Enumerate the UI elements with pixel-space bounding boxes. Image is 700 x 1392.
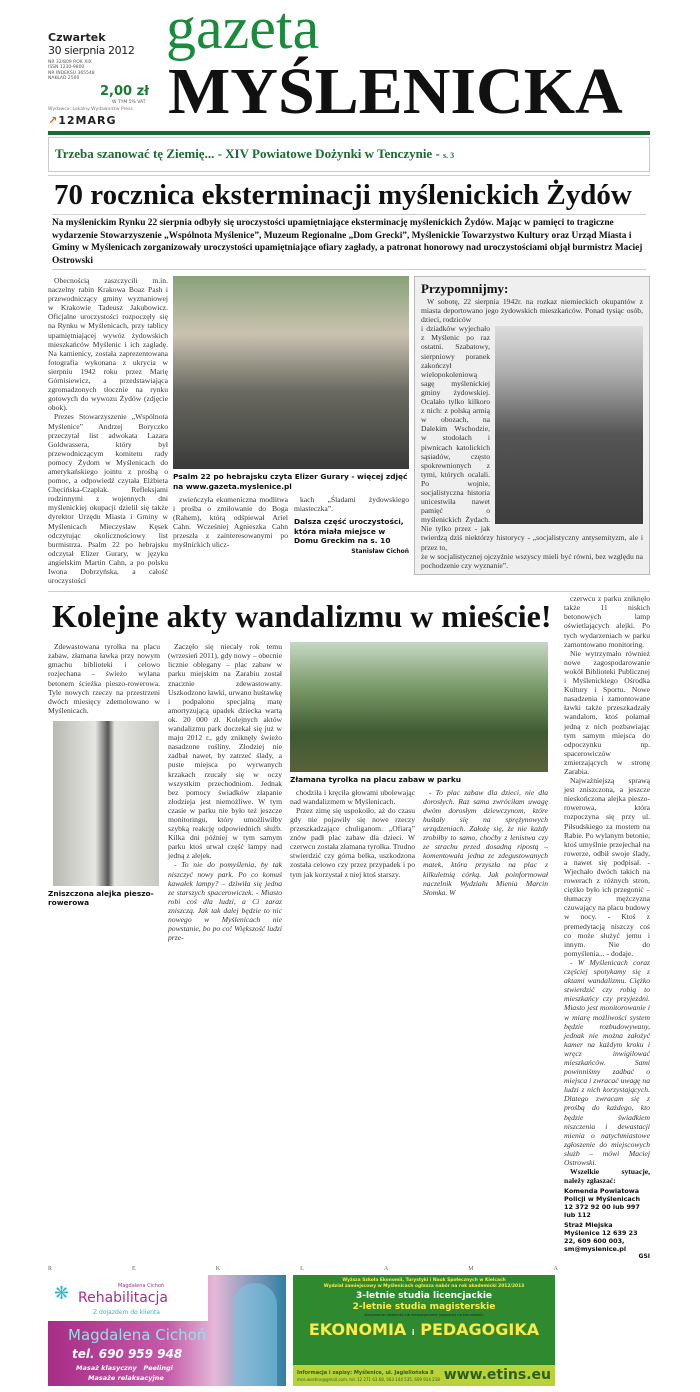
paragraph: W sobotę, 22 sierpnia 1942r. na rozkaz niemieckich okupantów z miasta deportowano jego żydowskich mieszkańców. Ponad tysiąc osób, dzieci, rodziców xyxy=(421,297,643,325)
photo-column xyxy=(290,642,548,897)
label-letter: A xyxy=(383,1266,389,1273)
ad-contact: mce.wsetins@gmail.com, tel. 12 271 63 68, 663 144 535, 609 914 218 xyxy=(297,1376,440,1382)
photo-column-text xyxy=(173,495,409,556)
label-letter: M xyxy=(468,1266,474,1273)
article-lead: Na myślenickim Rynku 22 sierpnia odbyły się uroczystości upamiętniające eksterminację myślenickich Żydów. Mając w pamięci to tragiczne wydarzenie Stowarzyszenie „Wspólnota Myślenice”, Muzeum Regionalne „Dom Grecki”, Myślenickie Towarzystwo Kultury oraz Urząd Miasta i Gminy w Myślenicach zorganizowały uroczystości upamiętniające ofiary zagłady, a patronat honorowy nad uroczystościami objął burmistrz Maciej Ostrowski xyxy=(52,214,646,270)
issn: ISSN 1230-9800 xyxy=(48,65,85,71)
publisher-logo-text: 12MARG xyxy=(58,114,117,127)
sidebar-title: Przypomnijmy: xyxy=(421,281,509,296)
ad-and: i xyxy=(411,1328,415,1338)
article-main-section xyxy=(48,276,650,585)
ad-services: Masaż klasyczny Peelingi xyxy=(76,1364,173,1373)
ad-services: Masaże relaksacyjne xyxy=(88,1374,164,1383)
article-column xyxy=(168,642,282,942)
article-columns xyxy=(48,642,559,942)
paragraph: Zdewastowana tyrolka na placu zabaw, złamana ławka przy nowym gmachu biblioteki i celowo rozjechana - świeżo wylana betonem ścieżka pieszo-rowerowa. Tyle nowych rzeczy na przestrzeni dwóch miesięcy zdemolowano w Myślenicach. xyxy=(48,642,160,715)
ad-url[interactable]: www.etins.eu xyxy=(443,1367,551,1384)
police-contact: Komenda Powiatowa Policji w Myślenicach 12 372 92 00 lub 997 lub 112 xyxy=(564,1187,641,1220)
ad-tagline: Z dojazdem do klienta xyxy=(93,1309,160,1317)
paragraph: Nie wytrzymało również nowe zagospodarowanie wokół Biblioteki Publicznej i Myślenickiego Ośrodka Kultury i Sportu. Nowe nasadzenia i zamontowane ławki także przeszkadzały wandalom, ktoś połamał jedną z nich pozbawiając tym samym miejsca do odpoczynku np. spacerowiczów zmierzających w stronę Zarabia. xyxy=(564,648,650,776)
photo-broken-zipline[interactable] xyxy=(290,642,548,772)
report-title: Wszelkie sytuacje, należy zgłaszać: xyxy=(564,1167,650,1186)
paragraph: - To nie do pomyślenia, by tak niszczyć nowy park. Po co komuś kawałek lampy? – dziwiła się jedna ze starszych spacerowiczek. - Miasto robi coś dla ludzi, a Ci zaraz zniszczą. Jak tak dalej będzie to nic nowego w Myślenicach nie powstanie, bo po co! Większość ludzi prze- xyxy=(168,860,282,943)
page-content xyxy=(48,137,650,1392)
article-vandalism-section xyxy=(48,591,650,1261)
article-column: - To plac zabaw dla dzieci, nie dla dorosłych. Raz sama zwróciłam uwagę dwóm dorosłym dziewczynom, które huśtały się na sprężynowych urządzeniach. Założę się, że nie każdy zrobiłby to samo, choćby z lenistwa czy ze strachu przed dosadną ripostą – komentowała jedna ze zdegustowanych matek, która przyszła na plac z kilkuletnią córką. Jak poinformował naczelnik Wydziału Mienia Marcin Słomka. W xyxy=(423,787,548,897)
photo-caption: Psalm 22 po hebrajsku czyta Elizer Gurary - więcej zdjęć na www.gazeta.myslenice.pl xyxy=(173,472,408,491)
label-letter: L xyxy=(300,1266,304,1273)
circulation: NAKŁAD 2500 xyxy=(48,76,80,82)
photo-caption: Zniszczona alejka pieszo-rowerowa xyxy=(48,888,154,908)
photo-damaged-path[interactable] xyxy=(53,721,159,886)
author: Stanisław Cichoń xyxy=(351,547,409,555)
continued-link[interactable]: Dalsza część uroczystości, która miała miejsce w Domu Greckim na s. 10 xyxy=(294,517,404,546)
ad-rehabilitation[interactable] xyxy=(48,1275,286,1386)
ads-row xyxy=(48,1275,650,1392)
historic-photo[interactable] xyxy=(495,326,643,524)
ad-contact-band xyxy=(293,1365,555,1386)
ad-phone: tel. 690 959 948 xyxy=(72,1347,183,1362)
advertisement-label xyxy=(48,1265,558,1273)
sidebar-box xyxy=(414,276,650,575)
issue-date: 30 sierpnia 2012 xyxy=(48,44,135,57)
paragraph: Zaczęło się niecały rok temu (wrzesień 2011), gdy nowy – obecnie licznie oblegany – plac zabaw w parku miejskim na Zarabiu został znacznie zdewastowany. Uszkodzono ławki, urwano huśtawkę i podpalono specjalną matę amortyzującą upadek dziecka wartą ok. 20 000 zł. Kolejnych aktów wandalizmu park doczekał się już w maju 2012 r., gdy zniknęły świeżo nasadzone rośliny. Złodziej nie zadbał nawet, by zatrzeć ślady, a puste miejsca po wyrwanych krzakach rzucały się w oczy wszystkim przechodniom. Jednak bez pomocy świadków złapanie złodzieja jest niemożliwe. W tym czasie w parku nie było też jeszcze monitoringu, który umożliwiłby szybką reakcję odpowiednich służb. Kilka dni później w tym samym parku ktoś urwał część lampy nad jedną z alejek. xyxy=(168,642,283,861)
article-vandalism-main xyxy=(48,594,559,942)
photo-rabbi-reading[interactable] xyxy=(173,276,409,469)
ad-modes: stacjonarne (dzienne) lub niestacjonarne (zaoczne) na kierunkach: xyxy=(364,1313,484,1318)
teaser-link[interactable] xyxy=(48,137,650,172)
photo-caption: Złamana tyrolka na placu zabaw w parku xyxy=(290,775,461,785)
label-letter: K xyxy=(215,1266,221,1273)
publisher-logo xyxy=(48,114,117,128)
publisher-note: Wydawca: Lokalny Wydawnictw Press xyxy=(48,107,133,112)
ad-name: Magdalena Cichoń xyxy=(68,1326,207,1345)
price: 2,00 zł xyxy=(100,84,149,99)
issue-number: NR 32/809 ROK XIX xyxy=(48,60,92,65)
paragraph: i dziadków wyjechało z Myślenic po raz ostatni. Szabatowy, sierpniowy poranek zakończył wielopokoleniową sagę myślenickiej gminy żydowskiej. Ocalało tylko kilkoro z nich: z polską armią w obozach, na Dalekim Wschodzie, w stodołach i piwnicach katolickich sąsiadów, często spokrewnionych z tymi, których ocalali. Po wojnie, socjalistyczna historia unicestwiła nawet pamięć o myślenickich Żydach. Nie tylko przez - jak twierdzą dziś niektórzy historycy - „socjalistyczny antysemityzm, ale i przez to, xyxy=(421,324,643,552)
ad-university[interactable] xyxy=(293,1275,555,1386)
paragraph: Prezes Stowarzyszenie „Wspólnota Myślenice” Andrzej Boryczko przeczytał list adwokata Lazara Goldwassera, który był przewodniczącym komitetu rady pomocy Żydom w Myślenicach do amerykańskiego jointu z prośbą o pomoc, a odpowiedź czytała Elżbieta Chęcińska-Czaplak. Refleksjami rodzinnymi z wojennych dni myślenickiej okupacji dzielił się także dyrektor Urzędu Miasta i Gminy w Myślenicach Mieczysław Kęsek odczytując okolicznościowy list burmistrza. Psalm 22 po hebrajsku odczytał Elizer Gurary, w języku angielskim Martin Cahn, a po polsku Iwona Dobrzyńska, a całość uroczystości xyxy=(48,412,168,586)
issue-info xyxy=(48,60,95,82)
photo-column-text xyxy=(290,788,548,897)
masthead-title-small: gazeta xyxy=(166,0,320,61)
paragraph: Obecnością zaszczycili m.in. naczelny rabin Krakowa Boaz Pash i przewodniczący gminy wyznaniowej w Krakowie Tadeusz Jakubowicz. Oficjalne uroczystości rozpoczęły się na Rynku w Myślenicach, przy tablicy upamiętniającej wywóz żydowskich mieszkańców Myślenic i ich zagładę. Na kamienicy, została zaprezentowana fotografia wykonana z ukrycia w sierpniu 1942 roku przez Marię Górnisiewicz, a przedstawiająca zgromadzonych tłocznie na rynku gotowych do wywozu Żydów (zdjęcie obok). xyxy=(48,276,168,413)
paragraph: Najważniejszą sprawą jest zniszczona, a jeszcze nieskończona alejka pieszo-rowerowa, która rozpoczyna się przy ul. Piłsudskiego za mostem na Rabie. Po wylanym betonie, ktoś umyślnie przejechał na rowerze, odbił swoje ślady, a nawet się podpisał. - Wjechało dwóch takich na rowerach z różnych stron, ciężko było ich przegonić – tłumaczy mężczyzna czuwający na placu budowy w nocy. - Ktoś z premedytacją niszczy coś co może służyć jemu i innym. Nie do pomyślenia... - dodaje. xyxy=(564,776,650,958)
headline-main: 70 rocznica eksterminacji myślenickich Żydów xyxy=(48,175,650,214)
author: GSI xyxy=(638,1253,650,1261)
ad-school: Wyższa Szkoła Ekonomii, Turystyki i Nauk Społecznych w Kielcach xyxy=(342,1278,506,1284)
hands-logo-icon: ❋ xyxy=(54,1283,70,1304)
article-column xyxy=(564,594,650,1261)
paragraph: że w socjalistycznej ojczyźnie wszyscy mieli być równi, bez względu na pochodzenie czy wyznanie”. xyxy=(421,551,643,570)
label-letter: A xyxy=(553,1266,558,1273)
ad-dept: Wydział zamiejscowy w Myślenicach ogłasza nabór na rok akademicki 2012/2013 xyxy=(323,1283,525,1289)
paragraph: Przez zimę się uspokoiło, aż do czasu gdy nie pojawiły się nowe rzeczy przeszkadzające chuliganom. „Ofiarą” znów padł plac zabaw dla dzieci. W czerwcu została złamana tyrolka. Trudno stwierdzić czy górna belka, uszkodzona została celowo czy przez przypadek i po tym jak korzystał z niej ktoś starszy. xyxy=(290,805,415,879)
paragraph: czerwcu z parku zniknęło także 11 niskich betonowych lamp oświetlających alejki. Po tych wydarzeniach w parku zamontowano monitoring. xyxy=(564,594,650,649)
paragraph: - W Myślenicach coraz częściej spotykamy się z aktami wandalizmu. Ciężko stwierdzić czy robią to mieszkańcy czy przyjezdni. Miasto jest monitorowanie i w miarę możliwości system będzie rozbudowywany, jednak nie można założyć kamer na każdym kroku i wręcz inwigilować mieszkańców. Sami powinniśmy zadbać o miejsca i zwracać uwagę na ludzi z nich korzystających. Dlatego zwracam się z prośbą do każdego, kto będzie świadkiem niszczenia i dewastacji mienia o natychmiastowe zgłoszenie do miejscowych służb – mówi Maciej Ostrowski. xyxy=(564,957,650,1167)
masthead-title: MYŚLENICKA xyxy=(168,55,623,128)
skeleton-icon xyxy=(233,1283,277,1386)
headline-vandalism: Kolejne akty wandalizmu w mieście! xyxy=(52,598,552,635)
ad-field: PEDAGOGIKA xyxy=(420,1320,540,1340)
index-number: NR INDEKSU 365548 xyxy=(48,70,95,76)
city-guard-contact: Straż Miejska Myślenice 12 639 23 22, 609 600 003, sm@myslenice.pl xyxy=(564,1221,638,1254)
article-column xyxy=(290,788,415,879)
weekday: Czwartek xyxy=(48,31,106,44)
ad-brand: Rehabilitacja xyxy=(78,1290,168,1307)
ad-field: EKONOMIA xyxy=(308,1320,407,1340)
ad-small-name: Magdalena Cichoń xyxy=(118,1283,165,1290)
masthead-rule xyxy=(48,131,650,135)
label-letter: R xyxy=(48,1266,53,1273)
article-column xyxy=(48,642,160,908)
article-column: zwieńczyła ekumeniczna modlitwa i prośba o zmiłowanie do Boga (Rahem), którą odśpiewał Ariel Cahn. Wcześniej Agnieszka Cahn przeszła z zainteresowanymi po myślnickich ulicz- xyxy=(173,495,288,550)
article-column xyxy=(48,276,168,585)
paragraph: kach „Śladami żydowskiego miasteczka”. xyxy=(294,495,409,514)
label-letter: E xyxy=(132,1266,136,1273)
logo-arrow-icon: ↗ xyxy=(48,114,59,127)
ad-line: 2-letnie studia magisterskie xyxy=(352,1302,496,1313)
article-column xyxy=(294,495,409,556)
ad-line: 3-letnie studia licencjackie xyxy=(355,1291,493,1302)
teaser-text: Trzeba szanować tę Ziemię... - XIV Powiatowe Dożynki w Tenczynie - xyxy=(55,146,440,161)
photo-column xyxy=(173,276,409,556)
teaser-page: s. 3 xyxy=(443,151,455,160)
ad-info: Informacja i zapisy: Myślenice, ul. Jagiellońska 8 xyxy=(297,1370,434,1377)
vat-note: W TYM 5% VAT xyxy=(112,100,146,105)
paragraph: chodziła i kręciła głowami ubolewając nad wandalizmem w Myślenicach. xyxy=(290,787,415,806)
